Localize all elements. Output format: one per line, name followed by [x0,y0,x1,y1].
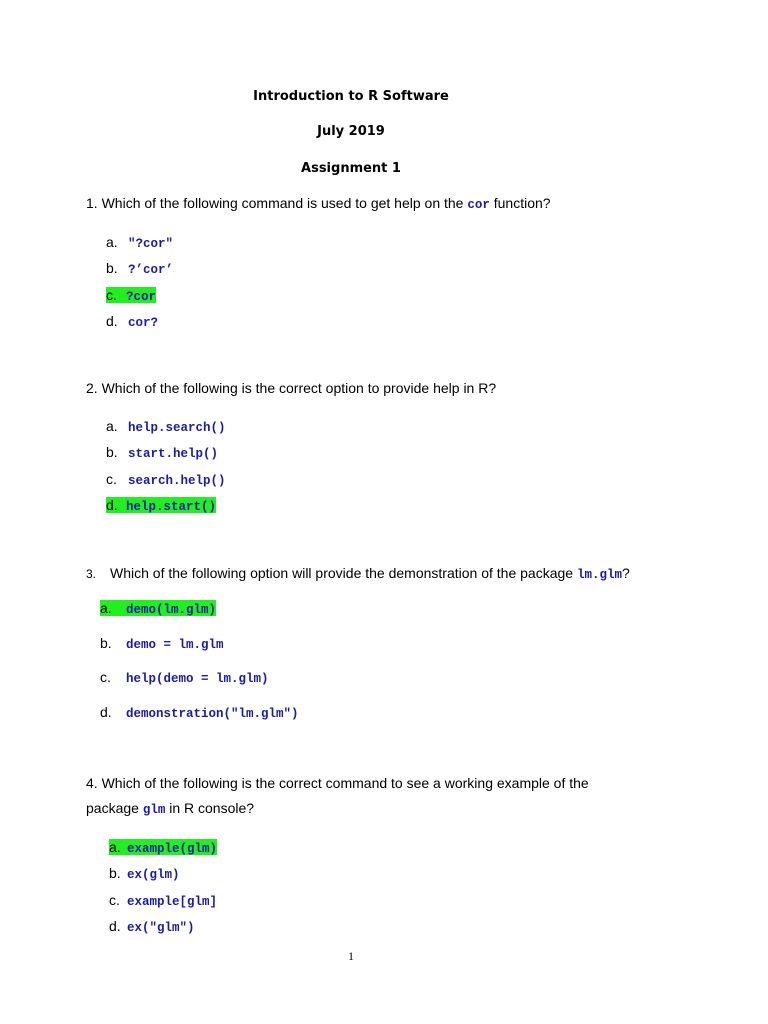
question-number: 2. [86,380,98,396]
option-label: a. [106,234,118,250]
option-3d [100,703,299,721]
question-code: glm [142,803,166,817]
option-4b [109,864,180,882]
question-1 [86,195,551,212]
option-4d [109,917,195,935]
option-code: help.start() [126,500,217,514]
option-label: b. [109,865,121,881]
option-code: ?cor [126,290,157,304]
option-code: "?cor" [128,237,174,251]
question-code: lm.glm [576,568,622,582]
option-3a [100,599,216,617]
option-label: c. [109,892,120,908]
option-1d [106,312,158,330]
option-code: search.help() [128,474,226,488]
option-label: c. [100,669,111,685]
option-1a [106,233,173,251]
option-2b [106,443,218,461]
option-code: example[glm] [127,895,218,909]
document-title: Introduction to R Software [253,89,449,104]
option-code: demonstration("lm.glm") [126,707,299,721]
question-4-line-2 [86,800,254,817]
option-label: d. [100,704,112,720]
option-3c [100,668,269,686]
correct-answer-highlight [109,839,217,855]
question-4 [86,775,589,791]
question-2 [86,380,496,396]
correct-answer-highlight [106,287,156,303]
option-label: b. [100,635,112,651]
option-code: ex(glm) [127,868,180,882]
option-label: b. [106,444,118,460]
question-text: Which of the following is the correct option to provide help in R? [101,380,497,396]
option-1b [106,259,173,277]
question-text-end: in R console? [169,800,255,816]
option-code: help(demo = lm.glm) [126,672,269,686]
question-number: 4. [86,775,98,791]
question-text-end: ? [621,565,630,581]
question-text: Which of the following command is used to get help on the [101,195,464,211]
option-code: demo = lm.glm [126,638,224,652]
option-2d [106,496,216,514]
option-2a [106,417,226,435]
option-code: start.help() [128,447,219,461]
option-2c [106,470,226,488]
correct-answer-highlight [106,497,216,513]
option-code: ?’cor’ [128,263,174,277]
question-text: Which of the following is the correct command to see a working example of the [101,775,589,791]
option-code: help.search() [128,421,226,435]
option-1c [106,286,156,304]
option-4a [109,838,217,856]
question-text-end: function? [493,195,551,211]
option-code: example(glm) [127,842,218,856]
option-3b [100,634,224,652]
option-label: d. [109,918,121,934]
correct-answer-highlight [100,600,216,616]
option-code: cor? [128,316,159,330]
document-date: July 2019 [317,124,385,139]
option-label: a. [100,600,112,616]
question-text-line2: package [86,800,139,816]
option-label: d. [106,313,118,329]
question-text: Which of the following option will provide the demonstration of the package [110,565,574,581]
question-3 [86,565,630,582]
option-label: c. [106,287,117,303]
page-number: 1 [348,949,354,963]
option-code: demo(lm.glm) [126,603,217,617]
option-4c [109,891,217,909]
question-number: 3. [86,567,97,581]
assignment-title: Assignment 1 [301,161,401,176]
option-label: a. [106,418,118,434]
option-label: c. [106,471,117,487]
option-label: b. [106,260,118,276]
option-code: ex("glm") [127,921,195,935]
option-label: d. [106,497,118,513]
question-code: cor [467,198,490,212]
option-label: a. [109,839,121,855]
question-number: 1. [86,195,98,211]
